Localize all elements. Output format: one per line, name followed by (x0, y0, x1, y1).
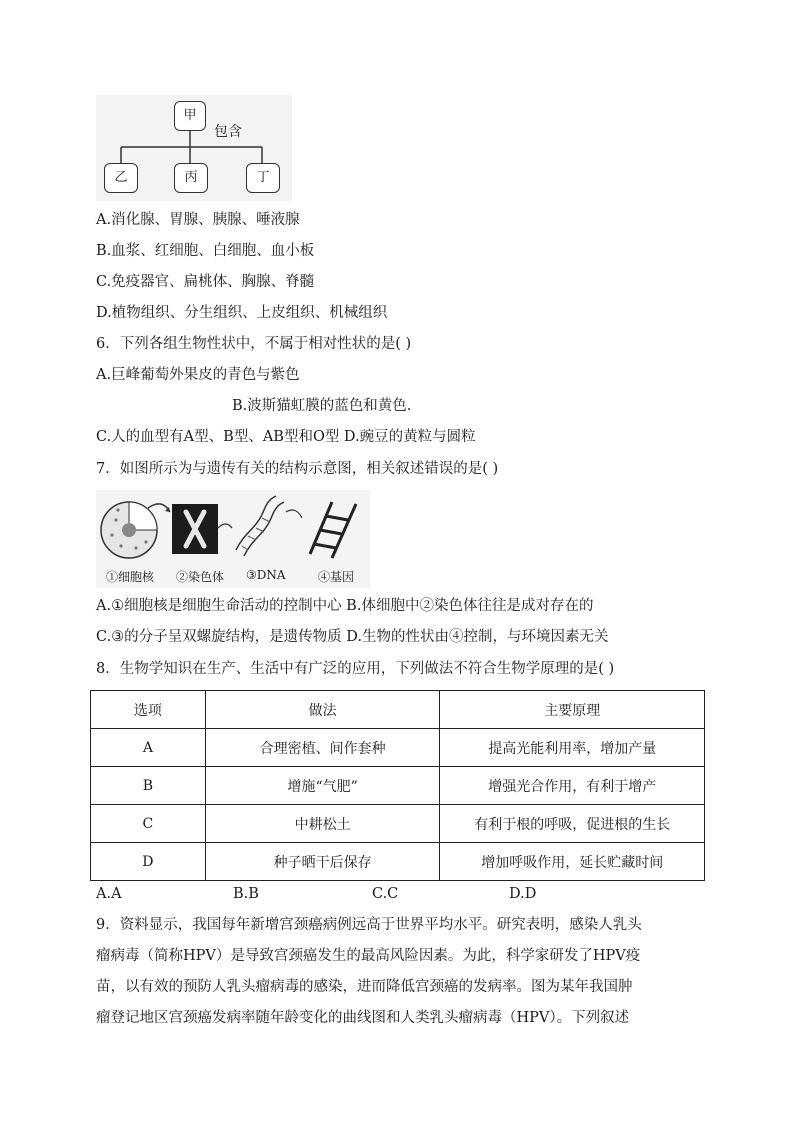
table-cell: 合理密植、间作套种 (205, 729, 440, 767)
q6-option-b: B.波斯猫虹膜的蓝色和黄色. (232, 398, 412, 414)
figure-label-nucleus: ①细胞核 (106, 570, 155, 584)
node-top-label: 甲 (183, 108, 197, 123)
q8-answer-c: C.C (372, 886, 399, 902)
q7-option-cd: C.③的分子呈双螺旋结构，是遗传物质 D.生物的性状由④控制，与环境因素无关 (96, 629, 609, 645)
q9-line-4: 瘤登记地区宫颈癌发病率随年龄变化的曲线图和人类乳头瘤病毒（HPV）。下列叙述 (96, 1010, 630, 1026)
table-cell: 有利于根的呼吸，促进根的生长 (440, 805, 705, 843)
table-cell: 种子晒干后保存 (205, 843, 440, 881)
q5-option-d: D.植物组织、分生组织、上皮组织、机械组织 (96, 305, 388, 321)
q8-question: 8．生物学知识在生产、生活中有广泛的应用，下列做法不符合生物学原理的是( ) (96, 661, 615, 677)
figure-label-chromosome: ②染色体 (176, 570, 225, 584)
table-cell: C (91, 805, 206, 843)
q9-line-3: 苗，以有效的预防人乳头瘤病毒的感染，进而降低宫颈癌的发病率。图为某年我国肿 (96, 979, 633, 995)
table-cell: 提高光能利用率，增加产量 (440, 729, 705, 767)
q5-option-b: B.血浆、红细胞、白细胞、血小板 (96, 243, 315, 259)
relation-label: 包含 (214, 124, 242, 140)
node-child-2-label: 丙 (184, 170, 198, 185)
q6-option-cd: C.人的血型有A型、B型、AB型和O型 D.豌豆的黄粒与圆粒 (96, 429, 476, 445)
genetics-structure-figure (96, 490, 370, 588)
q6-option-a: A.巨峰葡萄外果皮的青色与紫色 (96, 367, 300, 383)
containment-diagram (96, 95, 292, 201)
q7-question: 7．如图所示为与遗传有关的结构示意图，相关叙述错误的是( ) (96, 461, 499, 477)
table-cell: 增加呼吸作用，延长贮藏时间 (440, 843, 705, 881)
table-cell: A (91, 729, 206, 767)
q8-table (90, 690, 705, 881)
table-cell: 增强光合作用，有利于增产 (440, 767, 705, 805)
q6-question: 6．下列各组生物性状中，不属于相对性状的是( ) (96, 336, 412, 352)
q5-option-c: C.免疫器官、扁桃体、胸腺、脊髓 (96, 274, 315, 290)
q8-answer-b: B.B (233, 886, 259, 902)
q5-option-a: A.消化腺、胃腺、胰腺、唾液腺 (96, 212, 300, 228)
q9-line-2: 瘤病毒（简称HPV）是导致宫颈癌发生的最高风险因素。为此，科学家研发了HPV疫 (96, 948, 641, 964)
q9-line-1: 9．资料显示，我国每年新增宫颈癌病例远高于世界平均水平。研究表明，感染人乳头 (96, 917, 642, 933)
genetics-illustration (96, 490, 370, 565)
table-cell: 中耕松土 (205, 805, 440, 843)
figure-label-dna: ③DNA (246, 568, 286, 582)
q8-answer-d: D.D (509, 886, 537, 902)
node-child-3-label: 丁 (256, 170, 270, 185)
table-cell: B (91, 767, 206, 805)
header-option: 选项 (91, 691, 206, 729)
node-child-1 (104, 163, 138, 193)
header-practice: 做法 (205, 691, 440, 729)
table-row (91, 805, 705, 843)
table-row (91, 767, 705, 805)
figure-label-gene: ④基因 (318, 570, 355, 584)
table-cell: D (91, 843, 206, 881)
node-child-3 (246, 163, 280, 193)
q7-option-ab: A.①细胞核是细胞生命活动的控制中心 B.体细胞中②染色体往往是成对存在的 (96, 598, 594, 614)
q8-answer-a: A.A (96, 886, 122, 902)
table-header-row (91, 691, 705, 729)
table-cell: 增施“气肥” (205, 767, 440, 805)
table-row (91, 843, 705, 881)
node-child-1-label: 乙 (114, 170, 128, 185)
table-row (91, 729, 705, 767)
header-principle: 主要原理 (440, 691, 705, 729)
node-child-2 (174, 163, 208, 193)
